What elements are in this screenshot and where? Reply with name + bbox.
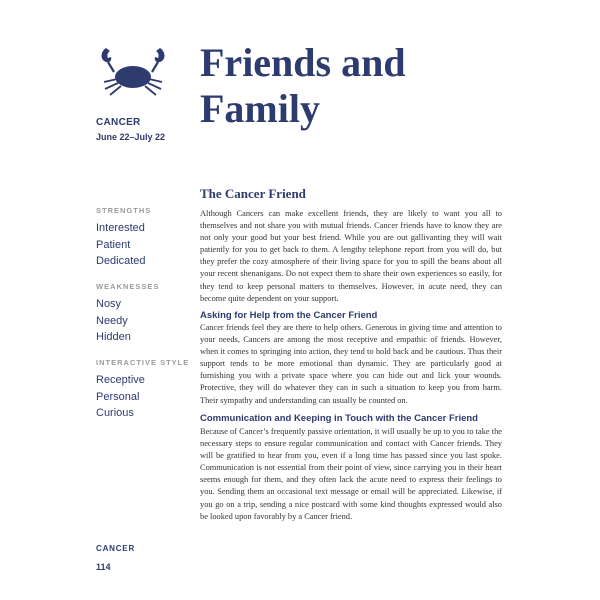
interactive-style-item: Receptive	[96, 374, 145, 386]
weakness-item: Hidden	[96, 331, 131, 343]
subsection-paragraph: Cancer friends feel they are there to help others. Generous in giving time and attention to your needs, Cancers are among the most receptive and empathic of friends. However, when it comes to springing into action, they tend to hold back and be cautious. Thus their support tends to be more emotional than dynamic. They are particularly good at furnishing you with a private space where you can hide out and lick your wounds. Protective, they will do whatever they can in such a situation to keep you from harm. Their sympathy and understanding can usually be counted on.	[200, 323, 502, 405]
strength-item: Dedicated	[96, 255, 146, 267]
strength-item: Interested	[96, 222, 145, 234]
interactive-style-item: Curious	[96, 407, 134, 419]
footer-sign: CANCER	[96, 544, 136, 553]
subsection-title: Asking for Help from the Cancer Friend	[200, 310, 378, 321]
strengths-heading: STRENGTHS	[96, 206, 152, 215]
section-title: The Cancer Friend	[200, 186, 306, 201]
intro-paragraph: Although Cancers can make excellent friends, they are likely to want you all to themselves and not share you with mutual friends. Cancer friends have to know they are not only your good but your best friend. While you are out gallivanting they will wait patiently for you to get back to them. A lengthy telephone report from you will do, but they prefer the cozy atmosphere of their living space for you to spill the beans about all your recent shenanigans. Do not expect them to share their own experiences so easily, for they tend to keep personal matters to themselves. However, in acute need, they can become quite dependent on your support.	[200, 209, 502, 303]
interactive-style-section	[96, 358, 189, 422]
subsection-paragraph: Because of Cancer’s frequently passive orientation, it will usually be up to you to take the necessary steps to ensure regular communication and contact with Cancer friends. They will be gratified to hear from you, even if a long time has passed since you last spoke. Communication is not essential from their point of view, since carrying you in their heart seems enough for them, and they often lack the acute need to express their feelings to you. Sending them an occasional text message or email will be appreciated. Likewise, if you go on a trip, sending a nice postcard with some kind thoughts expressed would also be looked upon favorably by a Cancer friend.	[200, 427, 502, 521]
crab-icon	[96, 44, 170, 100]
page-number: 114	[96, 562, 111, 572]
strengths-section	[96, 206, 151, 270]
weaknesses-section	[96, 282, 159, 346]
interactive-style-heading: INTERACTIVE STYLE	[96, 358, 190, 367]
weakness-item: Needy	[96, 314, 128, 327]
subsection-title: Communication and Keeping in Touch with the Cancer Friend	[200, 413, 478, 424]
weaknesses-heading: WEAKNESSES	[96, 282, 160, 291]
weakness-item: Nosy	[96, 298, 122, 310]
page-title: Friends and Family	[200, 40, 406, 131]
sign-name: CANCER	[96, 117, 141, 128]
interactive-style-item: Personal	[96, 390, 140, 403]
strength-item: Patient	[96, 238, 131, 251]
sign-dates: June 22–July 22	[96, 132, 166, 142]
